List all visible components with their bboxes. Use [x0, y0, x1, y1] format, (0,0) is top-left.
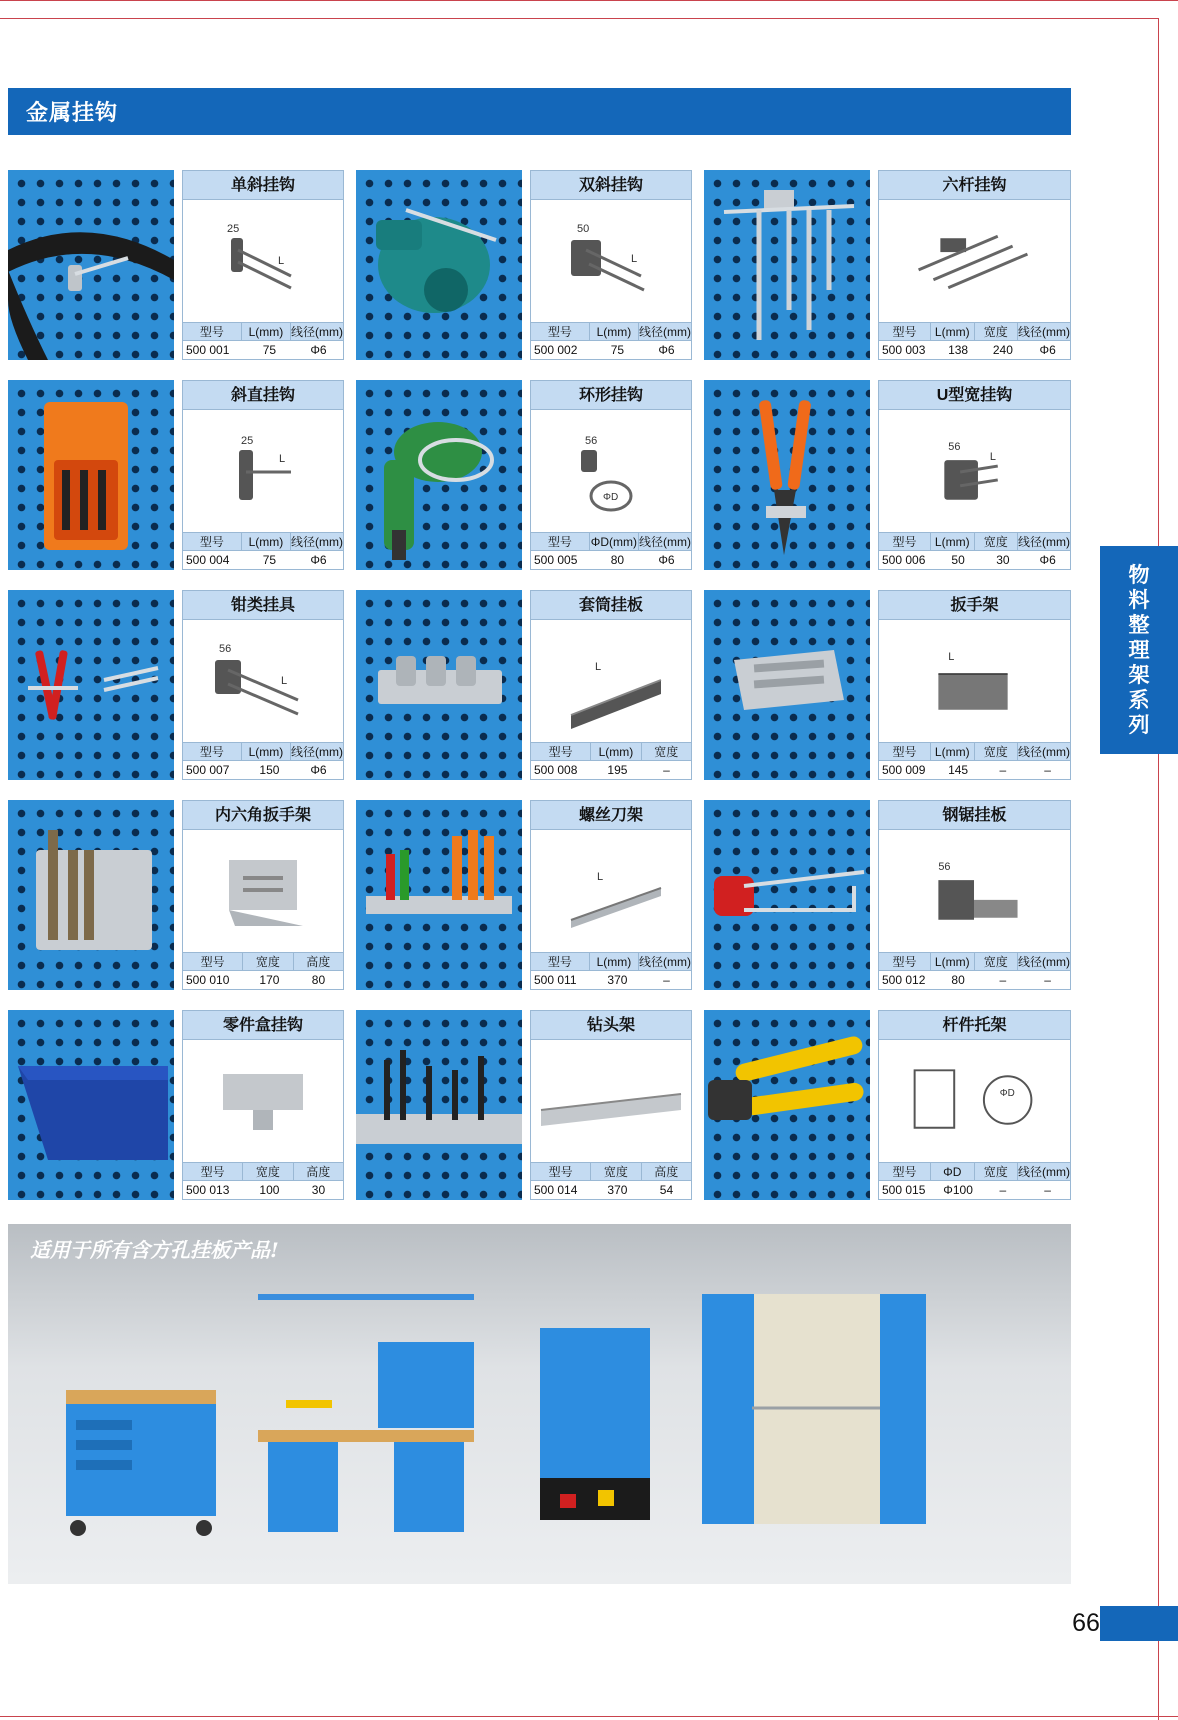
product-card — [878, 590, 1071, 780]
product-name: 零件盒挂钩 — [183, 1011, 343, 1040]
product-name: 钻头架 — [531, 1011, 691, 1040]
product-name: U型宽挂钩 — [879, 381, 1070, 410]
spec-value: 75 — [610, 343, 625, 357]
spec-value: – — [1044, 763, 1051, 777]
product-photo-blower-on-hook — [356, 170, 522, 360]
side-tab-char: 理 — [1128, 638, 1150, 662]
spec-header: 型号 — [531, 743, 591, 760]
spec-value-row — [183, 971, 343, 990]
product-photo-drill-on-ring-hook — [356, 380, 522, 570]
product-card — [878, 1010, 1071, 1200]
spec-value: 50 — [951, 553, 965, 567]
spec-header: 高度 — [306, 1165, 331, 1179]
product-photo-crimper-on-bracket — [704, 1010, 870, 1200]
page-number: 66 — [1072, 1609, 1100, 1637]
diagram-label: L — [595, 661, 602, 673]
spec-header: 型号 — [183, 323, 242, 340]
spec-header: 高度 — [306, 955, 331, 969]
spec-header: 宽度 — [975, 533, 1019, 550]
product-photo-hacksaw-on-plate — [704, 800, 870, 990]
spec-header: 线径(mm) — [1018, 745, 1070, 759]
product-diagram — [879, 200, 1070, 322]
spec-header: L(mm) — [591, 743, 641, 760]
spec-value: Φ6 — [310, 343, 327, 357]
applicable-products-banner — [8, 1224, 1071, 1584]
product-diagram — [531, 620, 691, 742]
spec-header-row — [531, 322, 691, 341]
spec-header: ΦD — [931, 1163, 975, 1180]
spec-value: 500 015 — [882, 1183, 926, 1197]
spec-header: 高度 — [654, 1165, 679, 1179]
product-name: 单斜挂钩 — [183, 171, 343, 200]
workshop-furniture-illustration — [8, 1224, 1071, 1584]
spec-header: ΦD(mm) — [590, 535, 638, 549]
product-diagram — [183, 200, 343, 322]
product-photo-drill-bit-rack — [356, 1010, 522, 1200]
spec-value: 150 — [259, 763, 280, 777]
spec-value: 500 014 — [534, 1183, 578, 1197]
diagram-label: L — [278, 255, 285, 267]
spec-value-row — [879, 761, 1070, 780]
diagram-label: ΦD — [999, 1088, 1015, 1100]
spec-value-row — [879, 551, 1070, 570]
spec-value: 500 001 — [186, 343, 230, 357]
spec-header: 宽度 — [975, 743, 1019, 760]
spec-value: 500 013 — [186, 1183, 230, 1197]
product-diagram — [531, 830, 691, 952]
spec-header: 线径(mm) — [1018, 1165, 1070, 1179]
product-diagram — [183, 410, 343, 532]
spec-header: 型号 — [183, 533, 242, 550]
diagram-label: 25 — [227, 223, 240, 235]
diagram-label: 25 — [241, 435, 254, 447]
spec-value-row — [879, 341, 1070, 360]
banner-slogan: 适用于所有含方孔挂板产品! — [30, 1238, 279, 1262]
product-name: 双斜挂钩 — [531, 171, 691, 200]
product-photo-single-hook-with-hose — [8, 170, 174, 360]
spec-header: 宽度 — [654, 745, 679, 759]
side-tab-char: 整 — [1128, 613, 1150, 637]
spec-header: 型号 — [183, 953, 243, 970]
spec-value: – — [999, 1183, 1007, 1197]
spec-header: 宽度 — [591, 1163, 641, 1180]
product-photo-parts-bin-hook — [8, 1010, 174, 1200]
diagram-label: L — [597, 871, 604, 883]
diagram-label: ΦD — [603, 492, 619, 503]
spec-value: – — [1044, 1183, 1051, 1197]
spec-value: 370 — [607, 1183, 628, 1197]
spec-header: 型号 — [879, 953, 931, 970]
side-tab-char: 料 — [1128, 588, 1150, 612]
spec-header-row — [879, 1162, 1070, 1181]
spec-value-row — [183, 341, 343, 360]
spec-value: 240 — [992, 343, 1013, 357]
product-card — [878, 380, 1071, 570]
spec-header: 宽度 — [975, 1163, 1019, 1180]
spec-value-row — [531, 761, 691, 780]
product-diagram — [879, 1040, 1070, 1162]
spec-header: 型号 — [879, 323, 931, 340]
product-card — [182, 380, 344, 570]
product-name: 杆件托架 — [879, 1011, 1070, 1040]
spec-value: 500 012 — [882, 973, 926, 987]
spec-value-row — [183, 1181, 343, 1200]
spec-value: 500 003 — [882, 343, 926, 357]
product-name: 螺丝刀架 — [531, 801, 691, 830]
spec-value-row — [531, 1181, 691, 1200]
spec-value: 75 — [262, 343, 277, 357]
spec-value: 500 010 — [186, 973, 230, 987]
spec-value: 30 — [996, 553, 1010, 567]
spec-value: Φ6 — [658, 553, 675, 567]
diagram-label: L — [631, 253, 638, 265]
spec-value: – — [999, 973, 1007, 987]
spec-header: 宽度 — [975, 323, 1019, 340]
spec-value-row — [531, 551, 691, 570]
section-title: 金属挂钩 — [26, 100, 119, 125]
product-diagram — [879, 410, 1070, 532]
product-photo-wrench-rack — [704, 590, 870, 780]
spec-header-row — [879, 322, 1070, 341]
spec-value: 500 006 — [882, 553, 926, 567]
spec-header: 线径(mm) — [291, 325, 343, 339]
product-photo-plier-hooks — [8, 590, 174, 780]
spec-header: L(mm) — [590, 323, 639, 340]
spec-value: 500 004 — [186, 553, 230, 567]
product-card — [878, 170, 1071, 360]
spec-header: L(mm) — [931, 533, 975, 550]
product-diagram — [183, 830, 343, 952]
spec-value: 500 007 — [186, 763, 230, 777]
spec-header: 线径(mm) — [291, 745, 343, 759]
product-card — [530, 170, 692, 360]
spec-value: 138 — [948, 343, 969, 357]
crop-line-top — [0, 0, 1178, 1]
product-name: 钳类挂具 — [183, 591, 343, 620]
product-diagram — [879, 620, 1070, 742]
product-card — [530, 1010, 692, 1200]
spec-header: L(mm) — [242, 743, 291, 760]
crop-line-inner-top — [0, 18, 1159, 19]
product-card — [878, 800, 1071, 990]
spec-header: L(mm) — [242, 533, 291, 550]
spec-header: 型号 — [531, 533, 590, 550]
spec-value: 80 — [951, 973, 965, 987]
spec-value: Φ6 — [1039, 553, 1056, 567]
diagram-label: 56 — [948, 441, 961, 454]
spec-value: 170 — [259, 973, 280, 987]
spec-value-row — [879, 971, 1070, 990]
product-diagram — [531, 1040, 691, 1162]
diagram-label: L — [989, 451, 996, 464]
product-name: 扳手架 — [879, 591, 1070, 620]
spec-value-row — [531, 341, 691, 360]
spec-value: 500 009 — [882, 763, 926, 777]
spec-header: 型号 — [879, 1163, 931, 1180]
product-diagram — [531, 200, 691, 322]
spec-value: Φ6 — [310, 553, 327, 567]
product-name: 钢锯挂板 — [879, 801, 1070, 830]
product-photo-screwdriver-rack — [356, 800, 522, 990]
product-photo-hex-key-rack — [8, 800, 174, 990]
spec-header: 线径(mm) — [1018, 535, 1070, 549]
spec-header-row — [531, 532, 691, 551]
diagram-label: L — [948, 651, 955, 664]
spec-value: 80 — [610, 553, 625, 567]
product-name: 环形挂钩 — [531, 381, 691, 410]
spec-value-row — [879, 1181, 1070, 1200]
product-name: 六杆挂钩 — [879, 171, 1070, 200]
product-name: 斜直挂钩 — [183, 381, 343, 410]
spec-header: 型号 — [531, 953, 590, 970]
spec-header: 线径(mm) — [1018, 955, 1070, 969]
spec-header: 型号 — [879, 743, 931, 760]
spec-value: 500 011 — [534, 973, 577, 987]
spec-value: – — [663, 973, 670, 987]
spec-header-row — [183, 742, 343, 761]
spec-header: 型号 — [531, 323, 590, 340]
spec-value: 500 005 — [534, 553, 578, 567]
crop-line-bottom — [0, 1716, 1178, 1717]
diagram-label: L — [281, 675, 288, 687]
spec-header: 型号 — [531, 1163, 591, 1180]
spec-value: – — [999, 763, 1007, 777]
product-card — [530, 590, 692, 780]
spec-header-row — [183, 532, 343, 551]
product-card — [182, 1010, 344, 1200]
spec-value: 80 — [311, 973, 326, 987]
side-tab-char: 物 — [1128, 563, 1150, 587]
spec-header: 线径(mm) — [639, 325, 691, 339]
spec-header-row — [879, 952, 1070, 971]
spec-header-row — [183, 322, 343, 341]
product-card — [182, 800, 344, 990]
side-tab-char: 系 — [1128, 688, 1150, 712]
spec-header-row — [183, 1162, 343, 1181]
spec-header: 型号 — [183, 1163, 243, 1180]
spec-value: Φ6 — [1039, 343, 1056, 357]
spec-header: 宽度 — [243, 1163, 293, 1180]
diagram-label: 50 — [577, 223, 590, 235]
spec-value: 30 — [311, 1183, 326, 1197]
diagram-label: 56 — [219, 643, 232, 655]
spec-header: L(mm) — [590, 953, 639, 970]
spec-header: 型号 — [183, 743, 242, 760]
spec-header: 线径(mm) — [291, 535, 343, 549]
spec-header: L(mm) — [242, 323, 291, 340]
spec-header-row — [531, 742, 691, 761]
diagram-label: 56 — [938, 861, 951, 874]
crop-line-right — [1158, 18, 1159, 1720]
spec-header: 线径(mm) — [639, 955, 691, 969]
spec-header: 型号 — [879, 533, 931, 550]
spec-header: 宽度 — [975, 953, 1019, 970]
spec-value: 500 002 — [534, 343, 578, 357]
product-photo-screwdriver-set-on-hook — [8, 380, 174, 570]
product-photo-socket-rail — [356, 590, 522, 780]
product-diagram — [183, 620, 343, 742]
spec-value: 75 — [262, 553, 277, 567]
side-category-tab — [1100, 546, 1178, 754]
side-tab-char: 列 — [1128, 713, 1150, 737]
product-card — [182, 170, 344, 360]
spec-header-row — [183, 952, 343, 971]
spec-header: L(mm) — [931, 743, 975, 760]
spec-value: 100 — [259, 1183, 280, 1197]
spec-header-row — [531, 952, 691, 971]
product-diagram — [183, 1040, 343, 1162]
spec-value: 145 — [948, 763, 969, 777]
spec-value: – — [1044, 973, 1051, 987]
side-tab-char: 架 — [1128, 663, 1150, 687]
diagram-label: 56 — [585, 435, 598, 447]
product-card — [530, 380, 692, 570]
spec-value: 54 — [659, 1183, 674, 1197]
product-name: 套筒挂板 — [531, 591, 691, 620]
spec-header: 线径(mm) — [1018, 325, 1070, 339]
spec-value: – — [663, 763, 670, 777]
spec-value: 370 — [607, 973, 628, 987]
product-diagram — [879, 830, 1070, 952]
spec-value: Φ100 — [943, 1183, 973, 1197]
spec-header-row — [879, 532, 1070, 551]
product-diagram — [531, 410, 691, 532]
spec-header: L(mm) — [931, 323, 975, 340]
spec-value-row — [531, 971, 691, 990]
spec-value-row — [183, 761, 343, 780]
spec-value-row — [183, 551, 343, 570]
spec-value: 500 008 — [534, 763, 578, 777]
product-card — [530, 800, 692, 990]
product-photo-pliers-on-u-hook — [704, 380, 870, 570]
spec-header: 宽度 — [243, 953, 293, 970]
section-header — [8, 88, 1071, 135]
product-card — [182, 590, 344, 780]
spec-header-row — [879, 742, 1070, 761]
spec-value: Φ6 — [658, 343, 675, 357]
spec-value: 195 — [607, 763, 628, 777]
diagram-label: L — [279, 453, 286, 465]
product-photo-six-rod-hook-with-wrenches — [704, 170, 870, 360]
spec-header: L(mm) — [931, 953, 975, 970]
product-name: 内六角扳手架 — [183, 801, 343, 830]
spec-header: 线径(mm) — [639, 535, 691, 549]
spec-value: Φ6 — [310, 763, 327, 777]
spec-header-row — [531, 1162, 691, 1181]
